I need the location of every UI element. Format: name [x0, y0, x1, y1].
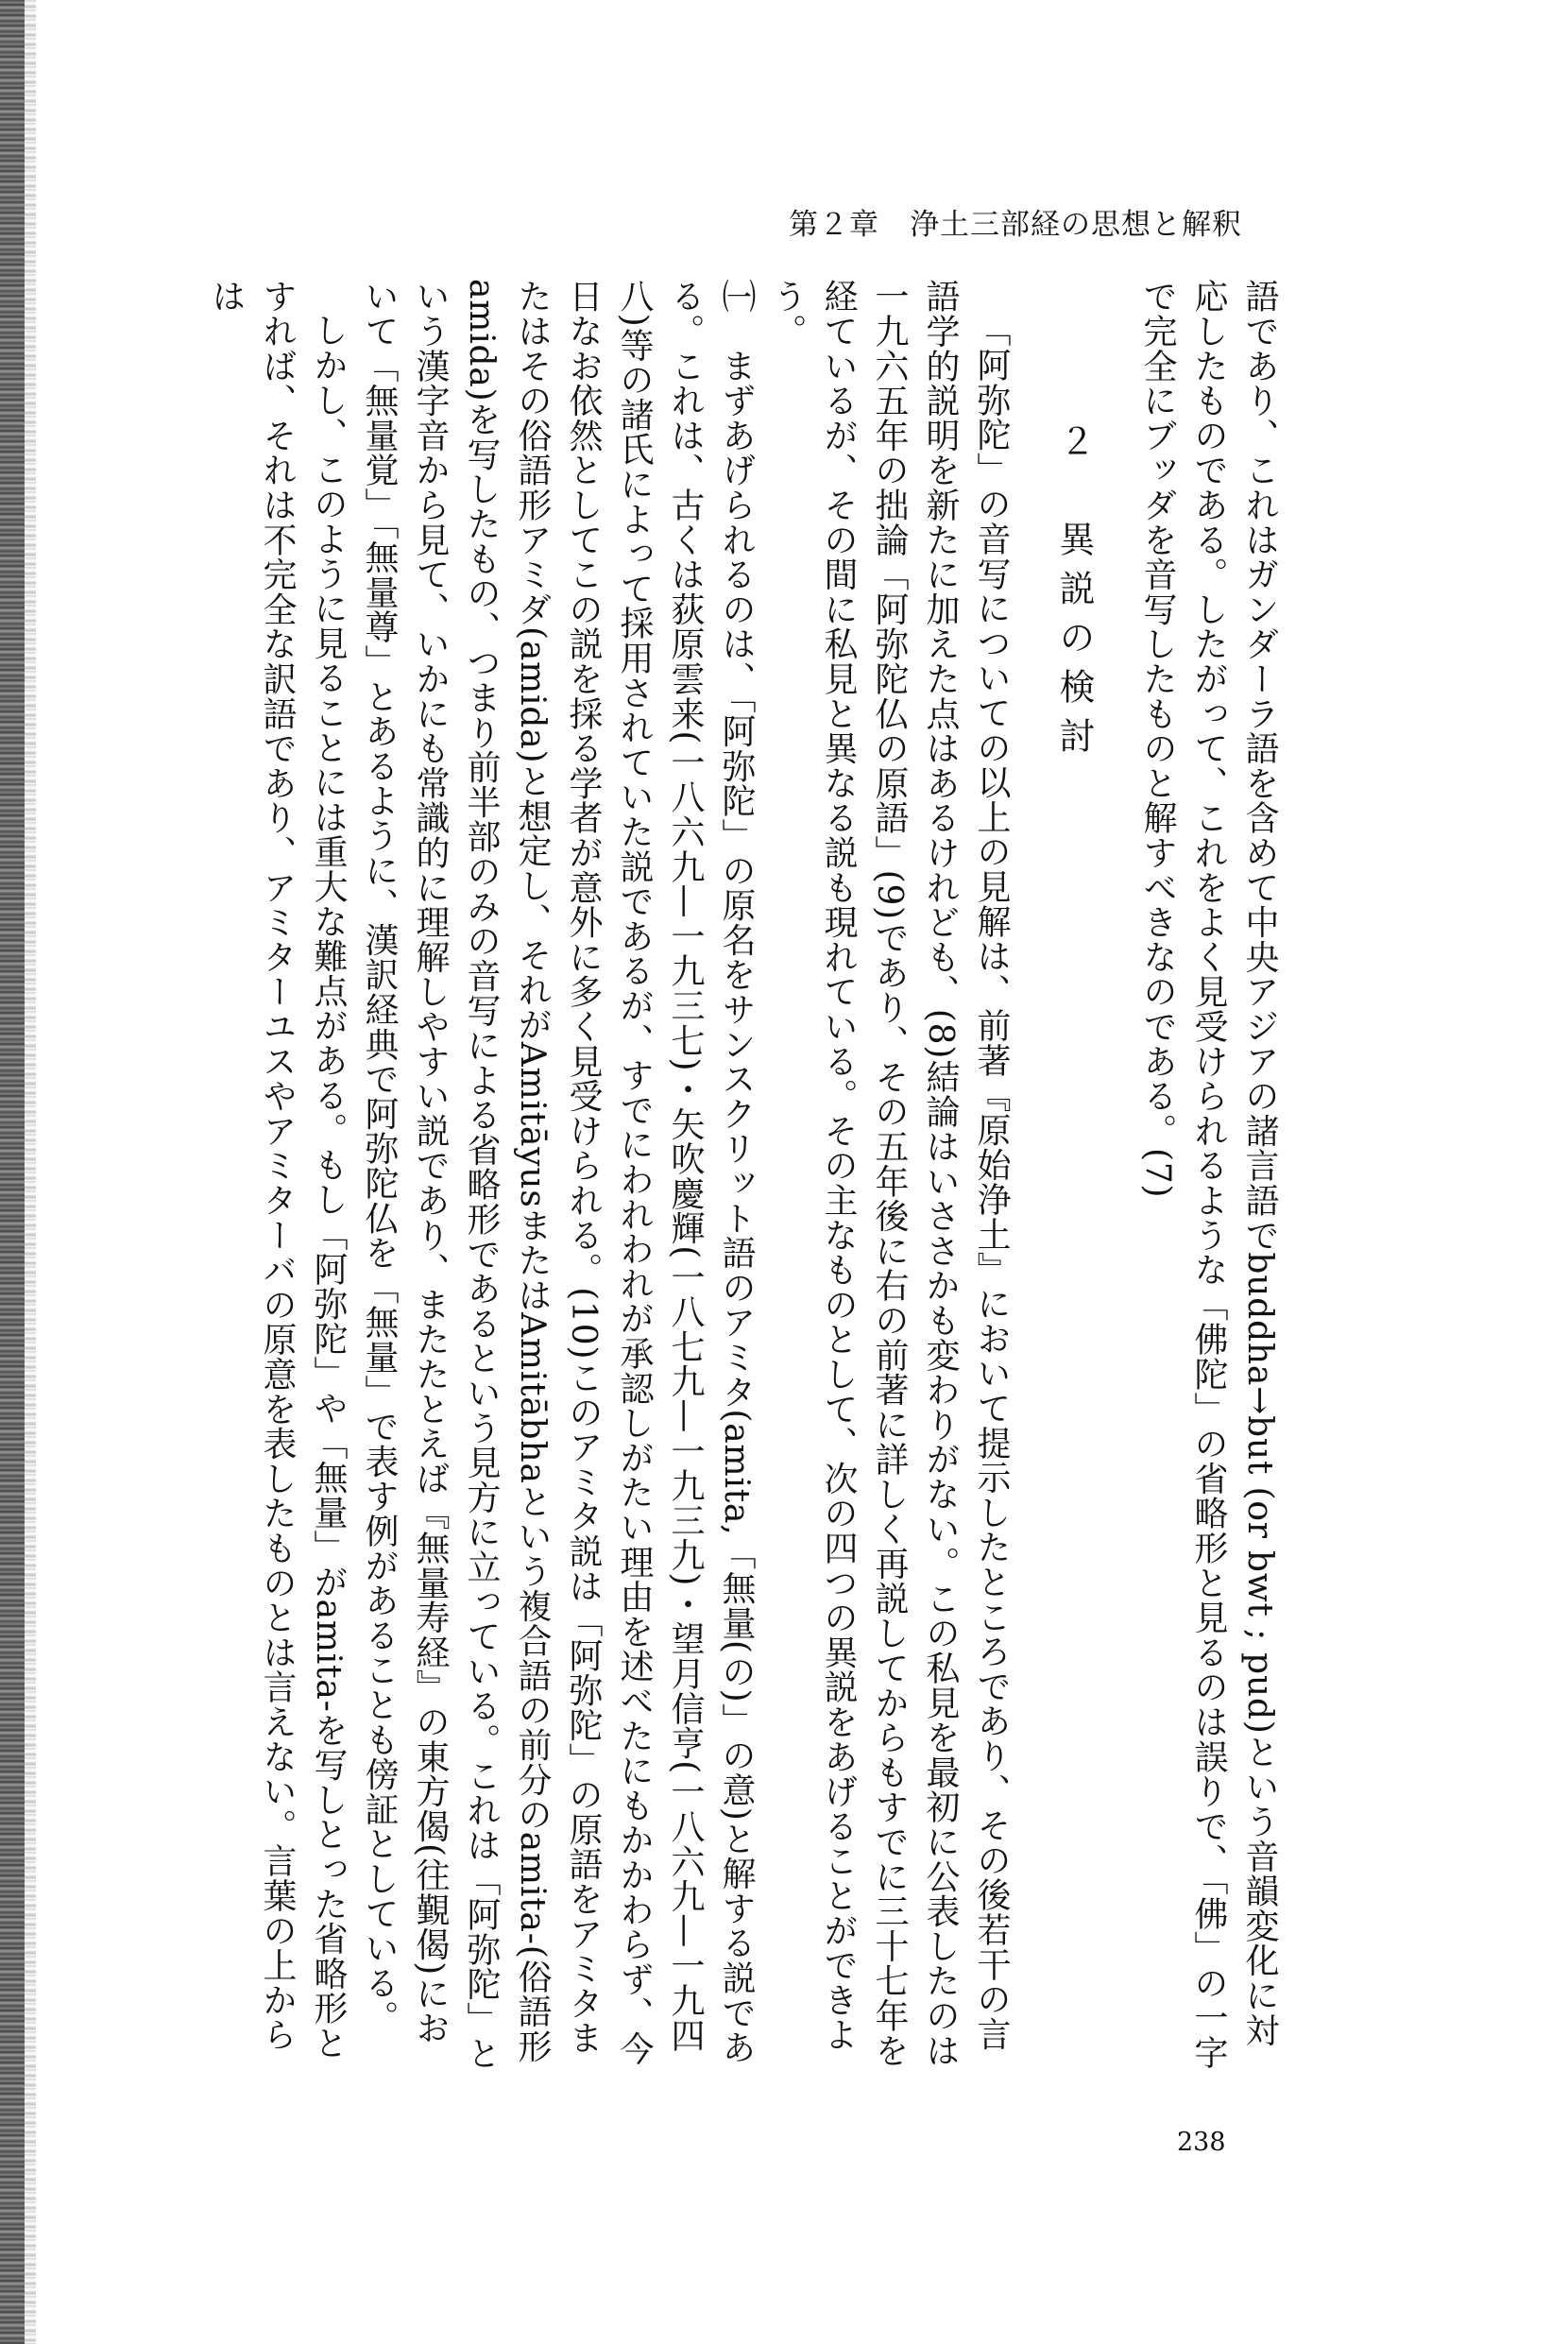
scan-shadow-edge: [0, 0, 25, 2344]
section-heading: ２ 異説の検討: [1053, 422, 1095, 766]
page-number: 238: [1177, 2128, 1226, 2157]
scan-shadow-edge-light: [25, 0, 36, 2344]
paragraph-2: 「阿弥陀」の音写についての以上の見解は、前著『原始浄土』において提示したところであり、その後若干の言語学的説明を新たに加えた点はあるけれども、(8)結論はいささかも変わりがない。この私見を最初に公表したのは一九六五年の拙論「阿弥陀仏の原語」(9)であり、その五年後に右の前著に詳しく再説してからもすでに三十七年を経ているが、その間に私見と異なる説も現れている。その主なものとして、次の四つの異説をあげることができよう。: [768, 279, 1011, 2068]
running-head: 第２章 浄土三部経の思想と解釈: [789, 208, 1242, 242]
body-text: [85, 279, 1285, 2079]
paragraph-4: しかし、このように見ることには重大な難点がある。もし「阿弥陀」や「無量」がamita-を写しとった省略形とすれば、それは不完全な訳語であり、アミターユスやアミターバの原意を表したものとは言えない。言葉の上からは: [207, 279, 348, 2061]
paragraph-1: 語であり、これはガンダーラ語を含めて中央アジアの諸言語でbuddha→but (or bwt ; pud)という音韻変化に対応したものである。したがって、これをよく見受けられるような「佛陀」の省略形と見るのは誤りで、「佛」の一字で完全にブッダを音写したものと解すべきなのである。(7): [1138, 279, 1279, 2070]
paragraph-3: ㈠ まずあげられるのは、「阿弥陀」の原名をサンスクリット語のアミタ(amita,「無量(の)」の意)と解する説である。これは、古くは荻原雲来(一八六九—一九三七)・矢吹慶輝(一八七九—一九三九)・望月信亨(一八六九—一九四八)等の諸氏によって採用されていた説であるが、すでにわれわれが承認しがたい理由を述べたにもかかわらず、今日なお依然としてこの説を採る学者が意外に多く見受けられる。(10)このアミタ説は「阿弥陀」の原語をアミタまたはその俗語形アミダ(amida)と想定し、それがAmitāyusまたはAmitābhaという複合語の前分のamita-(俗語形amida)を写したもの、つまり前半部のみの音写による省略形であるという見方に立っている。これは「阿弥陀」という漢字音から見て、いかにも常識的に理解しやすい説であり、またたとえば『無量寿経』の東方偈(往覲偈)において「無量覚」「無量尊」とあるように、漢訳経典で阿弥陀仏を「無量」で表す例があることも傍証としている。: [360, 279, 756, 2071]
